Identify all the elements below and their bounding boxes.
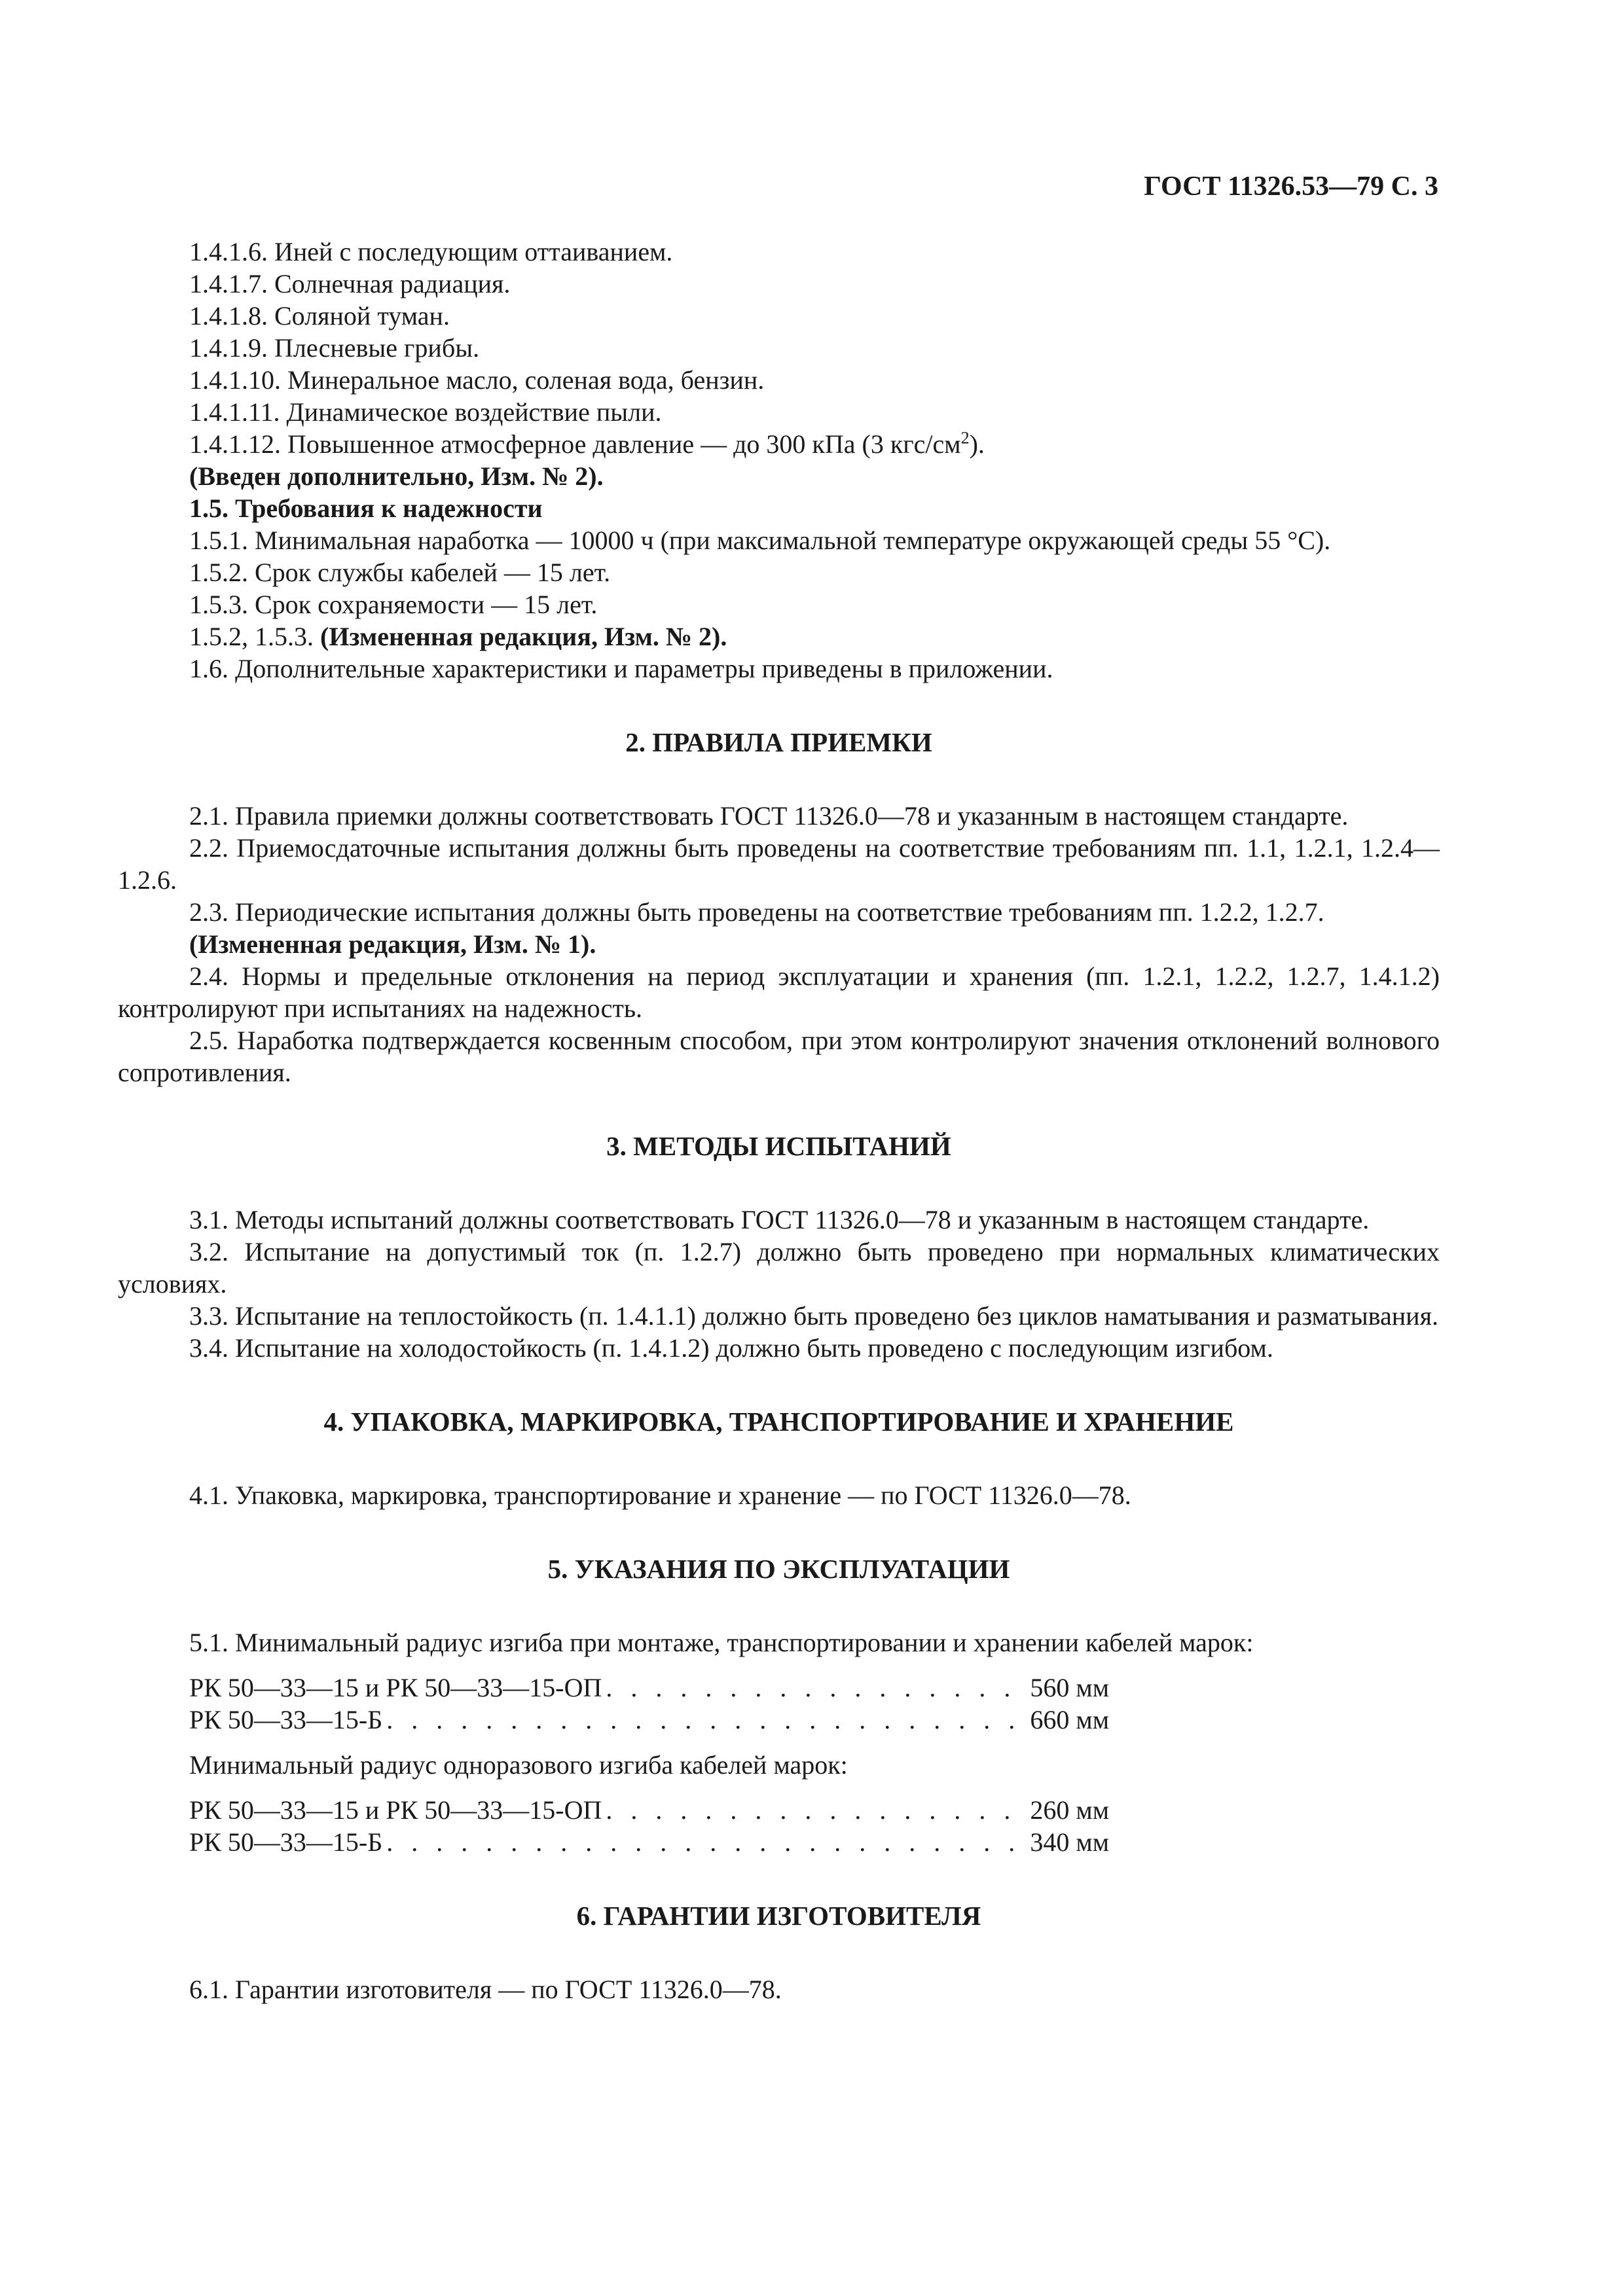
clause-3-4: 3.4. Испытание на холодостойкость (п. 1.4.1.2) должно быть проведено с последующим изгибом. (189, 1333, 1273, 1363)
spec-row (189, 1826, 1109, 1858)
section-title-3: 3. МЕТОДЫ ИСПЫТАНИЙ (606, 1131, 951, 1161)
clause-1-5-3: 1.5.3. Срок сохраняемости — 15 лет. (189, 590, 598, 619)
clause-2-2: 2.2. Приемосдаточные испытания должны быть проведены на соответствие требованиям пп. 1.1, 1.2.1, 1.2.4—1.2.6. (118, 833, 1440, 895)
amendment-note: (Измененная редакция, Изм. № 1). (189, 929, 596, 959)
clause-1-5-2-1-5-3-amendment (118, 620, 1440, 653)
spec-row (189, 1704, 1109, 1736)
dot-leader (606, 1672, 1019, 1704)
clause-1-4-1-12 (118, 428, 1440, 460)
cable-grade: РК 50—33—15-Б (189, 1705, 383, 1734)
section-title-4: 4. УПАКОВКА, МАРКИРОВКА, ТРАНСПОРТИРОВАНИЕ И ХРАНЕНИЕ (323, 1407, 1234, 1437)
clause-1-6: 1.6. Дополнительные характеристики и параметры приведены в приложении. (189, 654, 1053, 683)
clause-4-1: 4.1. Упаковка, маркировка, транспортирование и хранение — по ГОСТ 11326.0—78. (189, 1480, 1131, 1510)
clause-3-1: 3.1. Методы испытаний должны соответствовать ГОСТ 11326.0—78 и указанным в настоящем стандарте. (189, 1205, 1370, 1234)
section-title-5: 5. УКАЗАНИЯ ПО ЭКСПЛУАТАЦИИ (547, 1554, 1010, 1584)
clause-3-2: 3.2. Испытание на допустимый ток (п. 1.2.7) должно быть проведено при нормальных климатических условиях. (118, 1237, 1440, 1299)
amendment-note: (Введен дополнительно, Изм. № 2). (189, 461, 604, 491)
page-header: ГОСТ 11326.53—79 С. 3 (1144, 171, 1438, 202)
spacer (118, 1736, 1440, 1749)
cable-grade: РК 50—33—15-Б (189, 1827, 383, 1857)
clause-1-4-1-10: 1.4.1.10. Минеральное масло, соленая вода, бензин. (189, 365, 765, 395)
one-time-bend-intro: Минимальный радиус одноразового изгиба кабелей марок: (189, 1750, 848, 1780)
clause-1-4-1-9: 1.4.1.9. Плесневые грибы. (189, 333, 480, 363)
clause-1-4-1-7: 1.4.1.7. Солнечная радиация. (189, 269, 511, 298)
dot-leader (386, 1704, 1019, 1736)
cable-grade: РК 50—33—15 и РК 50—33—15-ОП (189, 1673, 602, 1702)
clause-1-4-1-8: 1.4.1.8. Соляной туман. (189, 301, 450, 331)
dot-leader (386, 1826, 1019, 1858)
clause-1-5-1: 1.5.1. Минимальная наработка — 10000 ч (при максимальной температуре окружающей среды 55 °С). (189, 526, 1331, 555)
amendment-note: (Измененная редакция, Изм. № 2). (320, 622, 727, 651)
bend-radius-list-mounting (118, 1672, 1440, 1736)
clause-1-4-1-12-end: ). (969, 429, 985, 459)
clause-1-4-1-6: 1.4.1.6. Иней с последующим оттаиванием. (189, 237, 673, 266)
spacer (118, 1781, 1440, 1794)
clause-1-4-1-12-text: 1.4.1.12. Повышенное атмосферное давление — до 300 кПа (3 кгс/см (189, 429, 961, 459)
spec-row (189, 1794, 1109, 1826)
clause-5-1: 5.1. Минимальный радиус изгиба при монтаже, транспортировании и хранении кабелей марок: (189, 1628, 1254, 1657)
spec-row (189, 1672, 1109, 1704)
clause-1-4-1-11: 1.4.1.11. Динамическое воздействие пыли. (189, 397, 662, 427)
clause-2-5: 2.5. Наработка подтверждается косвенным способом, при этом контролируют значения отклонений волнового сопротивления. (118, 1026, 1440, 1087)
clause-1-5-2: 1.5.2. Срок службы кабелей — 15 лет. (189, 558, 611, 587)
spacer (118, 1659, 1440, 1672)
superscript-2: 2 (960, 428, 970, 448)
section-title-2: 2. ПРАВИЛА ПРИЕМКИ (625, 727, 932, 757)
amendment-ref: 1.5.2, 1.5.3. (189, 622, 320, 651)
bend-radius-list-one-time (118, 1794, 1440, 1858)
clause-3-3: 3.3. Испытание на теплостойкость (п. 1.4.1.1) должно быть проведено без циклов наматывания и разматывания. (189, 1301, 1438, 1331)
clause-2-4: 2.4. Нормы и предельные отклонения на период эксплуатации и хранения (пп. 1.2.1, 1.2.2, 1.2.7, 1.4.1.2) контролируют при испытаниях на надежность. (118, 961, 1440, 1023)
bend-radius-value: 260 мм (1030, 1795, 1109, 1825)
clause-6-1: 6.1. Гарантии изготовителя — по ГОСТ 11326.0—78. (189, 1975, 782, 2004)
cable-grade: РК 50—33—15 и РК 50—33—15-ОП (189, 1795, 602, 1825)
section-title-6: 6. ГАРАНТИИ ИЗГОТОВИТЕЛЯ (576, 1901, 981, 1931)
bend-radius-value: 560 мм (1030, 1673, 1109, 1702)
page-content (118, 236, 1440, 2005)
clause-2-3: 2.3. Периодические испытания должны быть проведены на соответствие требованиям пп. 1.2.2, 1.2.7. (189, 897, 1324, 927)
bend-radius-value: 660 мм (1030, 1705, 1109, 1734)
dot-leader (606, 1794, 1019, 1826)
subsection-title-1-5: 1.5. Требования к надежности (189, 493, 543, 523)
bend-radius-value: 340 мм (1030, 1827, 1109, 1857)
clause-2-1: 2.1. Правила приемки должны соответствовать ГОСТ 11326.0—78 и указанным в настоящем стандарте. (189, 801, 1349, 831)
